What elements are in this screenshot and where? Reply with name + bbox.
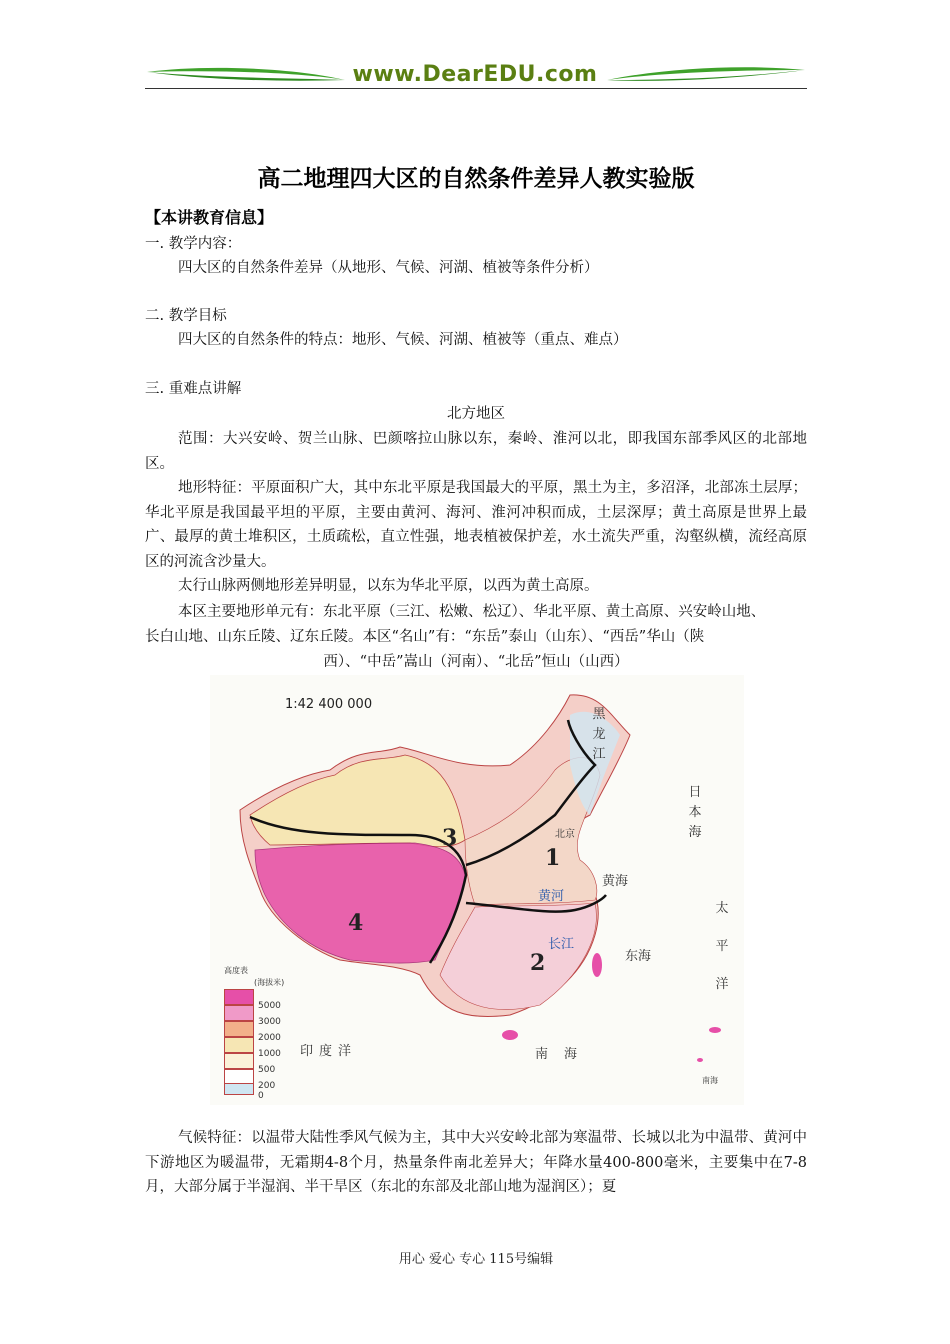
- section-heading: 【本讲教育信息】: [145, 208, 274, 227]
- region-number-1: 1: [545, 845, 561, 871]
- label-south-sea-inset: 南海: [702, 1076, 718, 1085]
- region-number-2: 2: [530, 950, 546, 976]
- section-1-heading: 一. 教学内容：: [145, 236, 242, 252]
- label-yangtze: 长江: [548, 937, 575, 952]
- header-rule: [145, 88, 807, 89]
- header-logo-band: [145, 58, 807, 94]
- page-footer: 用心 爱心 专心 115号编辑: [398, 1252, 554, 1267]
- label-beijing: 北京: [555, 829, 575, 840]
- section-2-heading: 二. 教学目标: [145, 308, 227, 324]
- legend-value: 1000: [258, 1049, 281, 1059]
- section-3-heading: 三. 重难点讲解: [145, 381, 242, 397]
- label-east-sea: 东海: [625, 949, 652, 964]
- section-2-body: 四大区的自然条件的特点：地形、气候、河湖、植被等（重点、难点）: [178, 332, 628, 348]
- label-indian-ocean: 印度洋: [300, 1044, 358, 1059]
- region-number-4: 4: [348, 910, 364, 936]
- legend-unit: (海拔米): [254, 978, 285, 987]
- paragraph-scope: 范围：大兴安岭、贺兰山脉、巴颜喀拉山脉以东，秦岭、淮河以北，即我国东部季风区的北部地区。: [145, 431, 807, 472]
- paragraph-taihang: 太行山脉两侧地形差异明显，以东为华北平原，以西为黄土高原。: [178, 578, 599, 594]
- section-1-body: 四大区的自然条件差异（从地形、气候、河湖、植被等条件分析）: [178, 260, 599, 276]
- label-south-sea: 南海: [535, 1047, 594, 1062]
- legend-swatch-3000: [224, 1005, 254, 1021]
- legend-swatch-1000: [224, 1037, 254, 1053]
- paragraph-units-line2: 长白山地、山东丘陵、辽东丘陵。本区“名山”有：“东岳”泰山（山东）、“西岳”华山（陕: [145, 629, 705, 645]
- label-pacific: 太平洋: [715, 901, 729, 992]
- legend-swatch-2000: [224, 1021, 254, 1037]
- label-yellow-sea: 黄海: [602, 874, 629, 889]
- region-number-3: 3: [442, 825, 458, 851]
- paragraph-units-line1: 本区主要地形单元有：东北平原（三江、松嫩、松辽）、华北平原、黄土高原、兴安岭山地、: [178, 604, 766, 620]
- paragraph-climate: 气候特征：以温带大陆性季风气候为主，其中大兴安岭北部为寒温带、长城以北为中温带、黄河中下游地区为暖温带，无霜期4-8个月，热量条件南北差异大；年降水量400-800毫米，主要集中在7-8月，大部分属于半湿润、半干旱区（东北的东部及北部山地为湿润区）；夏: [145, 1130, 807, 1196]
- page-title: 高二地理四大区的自然条件差异人教实验版: [257, 165, 695, 192]
- label-heilongjiang: 黑龙江: [592, 707, 606, 762]
- map-scale: 1:42 400 000: [285, 697, 373, 712]
- legend-value: 500: [258, 1065, 276, 1075]
- china-regions-map: [210, 675, 744, 1105]
- legend-value: 3000: [258, 1017, 281, 1027]
- elevation-legend: [218, 965, 298, 1100]
- paragraph-terrain: 地形特征：平原面积广大，其中东北平原是我国最大的平原，黑土为主，多沼泽，北部冻土层厚；华北平原是我国最平坦的平原，主要由黄河、海河、淮河冲积而成，土层深厚；黄土高原是世界上最广、最厚的黄土堆积区，土质疏松，直立性强，地表植被保护差，水土流失严重，沟壑纵横，流经高原区的河流含沙量大。: [145, 480, 807, 570]
- label-yellow-river: 黄河: [538, 889, 565, 904]
- site-logo[interactable]: www.DearEDU.com: [352, 62, 598, 87]
- legend-swatch-500: [224, 1053, 254, 1069]
- legend-value: 2000: [258, 1033, 281, 1043]
- legend-value: 200: [258, 1081, 276, 1091]
- label-japan-sea: 日本海: [688, 785, 702, 840]
- legend-value: 0: [258, 1091, 264, 1101]
- legend-swatch-5000: [224, 989, 254, 1005]
- section-3-subtitle: 北方地区: [447, 406, 505, 422]
- legend-title: 高度表: [224, 966, 248, 975]
- paragraph-units-line3: 西）、“中岳”嵩山（河南）、“北岳”恒山（山西）: [323, 654, 629, 670]
- legend-value: 5000: [258, 1001, 281, 1011]
- legend-swatch-0: [224, 1083, 254, 1095]
